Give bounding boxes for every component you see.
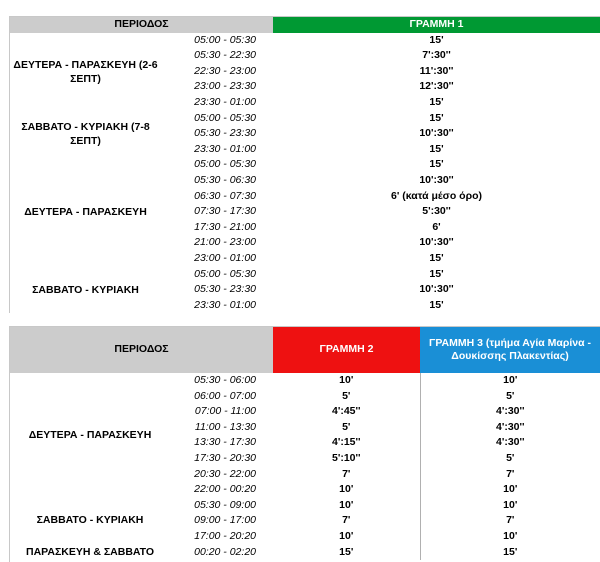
table-row — [10, 467, 600, 483]
line1-frequency-cell: 15' — [429, 33, 444, 46]
line3-frequency-cell: 10' — [420, 498, 600, 514]
time-range-cell: 22:00 - 00:20 — [194, 483, 256, 496]
line3-frequency-cell: 10' — [420, 529, 600, 545]
period-label: ΔΕΥΤΕΡΑ - ΠΑΡΑΣΚΕΥΗ — [24, 205, 147, 218]
table1-body — [10, 33, 600, 314]
line1-frequency-cell: 15' — [429, 142, 444, 155]
line2-frequency-cell: 10' — [339, 498, 354, 511]
line1-frequency-cell: 10':30'' — [419, 173, 454, 186]
period-label: ΔΕΥΤΕΡΑ - ΠΑΡΑΣΚΕΥΗ (2-6 ΣΕΠΤ) — [13, 58, 158, 85]
table-row — [10, 389, 600, 405]
period-label: ΣΑΒΒΑΤΟ - ΚΥΡΙΑΚΗ (7-8 ΣΕΠΤ) — [21, 120, 150, 147]
table-row — [10, 267, 600, 283]
line3-frequency-cell: 7' — [420, 467, 600, 483]
line3-frequency-cell: 5' — [420, 451, 600, 467]
line1-frequency-cell: 15' — [429, 298, 444, 311]
time-range-cell: 07:30 - 17:30 — [194, 205, 256, 218]
line2-frequency-cell: 10' — [339, 483, 354, 496]
line2-frequency-cell: 15' — [339, 545, 354, 558]
line3-frequency-cell: 7' — [420, 513, 600, 529]
time-range-cell: 05:30 - 06:00 — [194, 374, 256, 386]
time-range-cell: 23:00 - 01:00 — [194, 251, 256, 264]
line3-frequency-cell: 4':30'' — [420, 420, 600, 436]
table-row — [10, 545, 600, 561]
time-range-cell: 07:00 - 11:00 — [194, 405, 256, 418]
table-row — [10, 498, 600, 514]
table-row — [10, 482, 600, 498]
line3-column-header: ΓΡΑΜΜΗ 3 (τμήμα Αγία Μαρίνα - Δουκίσσης Πλακεντίας) — [420, 327, 600, 373]
time-range-cell: 00:20 - 02:20 — [194, 545, 256, 558]
line2-frequency-cell: 5':10'' — [331, 451, 361, 464]
table1-header-row — [10, 17, 600, 33]
period-label: ΣΑΒΒΑΤΟ - ΚΥΡΙΑΚΗ — [36, 514, 144, 527]
time-range-cell: 05:30 - 23:30 — [194, 283, 256, 296]
time-range-cell: 05:30 - 06:30 — [194, 173, 256, 186]
table-row — [10, 404, 600, 420]
line1-column-header: ΓΡΑΜΜΗ 1 — [273, 17, 600, 33]
time-range-cell: 21:00 - 23:00 — [194, 236, 256, 249]
time-range-cell: 06:30 - 07:30 — [194, 189, 256, 202]
time-range-cell: 23:00 - 23:30 — [194, 80, 256, 93]
period-column-header: ΠΕΡΙΟΔΟΣ — [10, 327, 273, 373]
time-range-cell: 11:00 - 13:30 — [194, 420, 256, 433]
line1-frequency-cell: 11':30'' — [419, 64, 454, 77]
line2-frequency-cell: 7' — [342, 514, 351, 527]
line1-frequency-cell: 15' — [429, 251, 444, 264]
table-row — [10, 33, 600, 49]
period-label: ΠΑΡΑΣΚΕΥΗ & ΣΑΒΒΑΤΟ — [25, 545, 154, 558]
line3-frequency-cell: 15' — [420, 545, 600, 561]
table-row — [10, 529, 600, 545]
table2-header-row — [10, 327, 600, 373]
table-row — [10, 111, 600, 127]
line1-frequency-cell: 5':30'' — [422, 205, 451, 218]
line3-frequency-cell: 10' — [420, 482, 600, 498]
table-row — [10, 373, 600, 389]
time-range-cell: 05:30 - 22:30 — [194, 49, 256, 62]
line1-frequency-cell: 6' (κατά μέσο όρο) — [391, 189, 482, 202]
period-label: ΣΑΒΒΑΤΟ - ΚΥΡΙΑΚΗ — [32, 283, 139, 296]
line1-frequency-cell: 10':30'' — [419, 283, 454, 296]
time-range-cell: 22:30 - 23:00 — [194, 64, 256, 77]
line3-frequency-cell: 4':30'' — [420, 404, 600, 420]
line1-frequency-cell: 6' — [432, 220, 441, 233]
time-range-cell: 17:00 - 20:20 — [194, 529, 256, 542]
line1-frequency-cell: 10':30'' — [419, 236, 454, 249]
line3-frequency-cell: 10' — [420, 373, 600, 389]
line2-frequency-cell: 5' — [342, 389, 351, 402]
time-range-cell: 05:00 - 05:30 — [194, 267, 256, 280]
time-range-cell: 05:30 - 23:30 — [194, 127, 256, 140]
line1-frequency-cell: 7':30'' — [422, 49, 451, 62]
line3-frequency-cell: 5' — [420, 389, 600, 405]
line2-frequency-cell: 4':15'' — [331, 436, 361, 449]
line2-frequency-cell: 5' — [342, 420, 351, 433]
line1-frequency-cell: 12':30'' — [419, 80, 454, 93]
table-row — [10, 435, 600, 451]
time-range-cell: 23:30 - 01:00 — [194, 95, 256, 108]
time-range-cell: 23:30 - 01:00 — [194, 298, 256, 311]
line1-frequency-cell: 15' — [429, 95, 444, 108]
line2-column-header: ΓΡΑΜΜΗ 2 — [273, 327, 420, 373]
line1-frequency-cell: 15' — [429, 158, 444, 171]
time-range-cell: 05:00 - 05:30 — [194, 111, 256, 124]
time-range-cell: 09:00 - 17:00 — [194, 514, 256, 527]
line2-line3-schedule-table — [10, 327, 600, 560]
table-row — [10, 451, 600, 467]
time-range-cell: 17:30 - 21:00 — [194, 220, 256, 233]
table-row — [10, 420, 600, 436]
table2-body — [10, 373, 600, 560]
period-label: ΔΕΥΤΕΡΑ - ΠΑΡΑΣΚΕΥΗ — [28, 428, 152, 441]
time-range-cell: 13:30 - 17:30 — [194, 436, 256, 449]
line1-schedule-table — [10, 17, 600, 313]
line2-frequency-cell: 10' — [339, 374, 354, 386]
table-row — [10, 157, 600, 173]
time-range-cell: 06:00 - 07:00 — [194, 389, 256, 402]
line1-frequency-cell: 15' — [429, 111, 444, 124]
time-range-cell: 17:30 - 20:30 — [194, 451, 256, 464]
line2-frequency-cell: 10' — [339, 529, 354, 542]
line1-frequency-cell: 15' — [429, 267, 444, 280]
line2-frequency-cell: 7' — [342, 467, 351, 480]
time-range-cell: 05:00 - 05:30 — [194, 33, 256, 46]
time-range-cell: 23:30 - 01:00 — [194, 142, 256, 155]
line3-frequency-cell: 4':30'' — [420, 435, 600, 451]
period-column-header: ΠΕΡΙΟΔΟΣ — [10, 17, 273, 33]
time-range-cell: 05:30 - 09:00 — [194, 498, 256, 511]
time-range-cell: 05:00 - 05:30 — [194, 158, 256, 171]
line2-frequency-cell: 4':45'' — [331, 405, 361, 418]
time-range-cell: 20:30 - 22:00 — [194, 467, 256, 480]
line1-frequency-cell: 10':30'' — [419, 127, 454, 140]
table-row — [10, 513, 600, 529]
